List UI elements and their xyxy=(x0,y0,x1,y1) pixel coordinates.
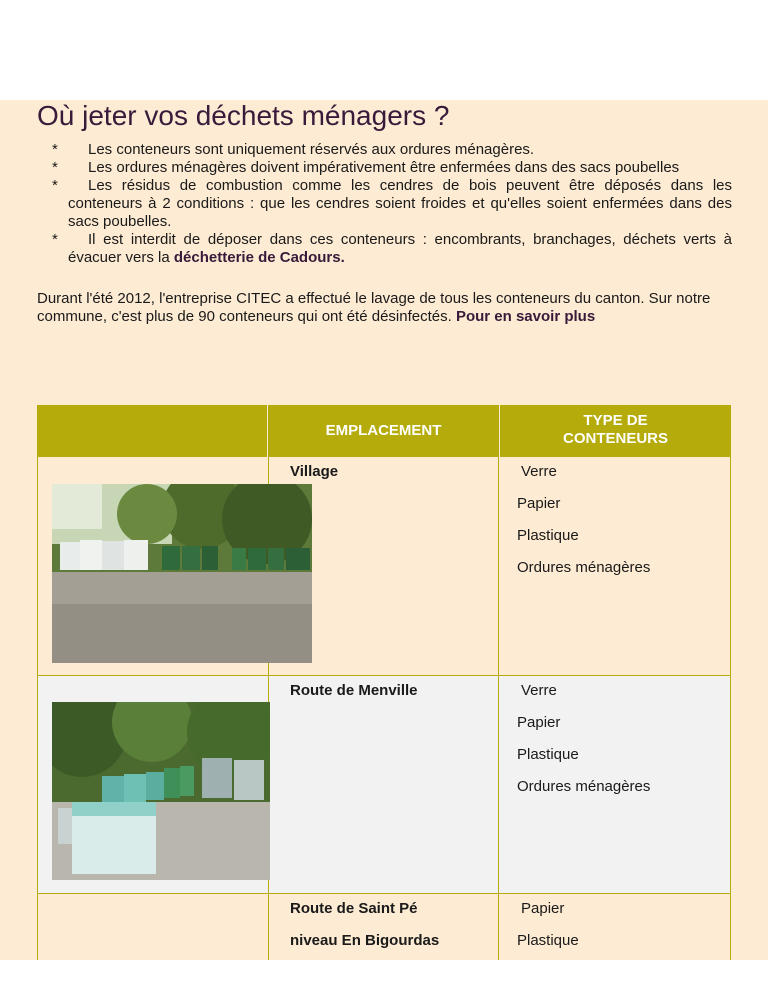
bullet-star: * xyxy=(52,177,58,194)
list-item xyxy=(52,141,732,159)
bullet-star: * xyxy=(52,231,58,248)
bullet-star: * xyxy=(52,159,58,176)
container-type: Papier xyxy=(517,495,561,512)
list-item-text: Il est interdit de déposer dans ces conteneurs : encombrants, branchages, déchets verts à évacuer vers la xyxy=(68,231,732,266)
table-header xyxy=(37,405,731,457)
list-item xyxy=(52,159,732,177)
paragraph-text: Durant l'été 2012, l'entreprise CITEC a effectué le lavage de tous les conteneurs du canton. Sur notre commune, c'est plus de 90 conteneurs qui ont été désinfectés. xyxy=(37,290,711,325)
table-row xyxy=(37,457,731,675)
container-type: Papier xyxy=(521,900,565,917)
container-type: Verre xyxy=(521,463,557,480)
container-type: Verre xyxy=(521,682,557,699)
list-item-text: Les ordures ménagères doivent impérativement être enfermées dans des sacs poubelles xyxy=(88,159,680,176)
container-type: Plastique xyxy=(517,527,579,544)
page-title: Où jeter vos déchets ménagers ? xyxy=(37,100,450,131)
bullet-star: * xyxy=(52,141,58,158)
page-content xyxy=(0,100,768,960)
list-item-text: Les résidus de combustion comme les cendres de bois peuvent être déposés dans les conteneurs à 2 conditions : que les cendres soient froides et qu'elles soient enfermées dans des sacs poubelles. xyxy=(68,177,732,230)
location-label: Route de Saint Pé xyxy=(290,900,418,917)
location-label: Route de Menville xyxy=(290,682,418,699)
village-containers-photo xyxy=(52,484,312,663)
learn-more-link[interactable]: Pour en savoir plus xyxy=(455,308,596,325)
table-row xyxy=(37,675,731,893)
column-header-location: EMPLACEMENT xyxy=(325,422,442,439)
menville-containers-photo xyxy=(52,702,270,880)
info-paragraph xyxy=(37,290,727,326)
table-row xyxy=(37,893,731,960)
location-label: Village xyxy=(290,463,339,480)
container-type: Plastique xyxy=(517,746,579,763)
list-item-text: Les conteneurs sont uniquement réservés aux ordures ménagères. xyxy=(88,141,535,158)
container-type: Ordures ménagères xyxy=(517,559,651,576)
list-item xyxy=(52,177,732,231)
rules-list xyxy=(52,141,732,267)
dechetterie-link[interactable]: déchetterie de Cadours. xyxy=(173,249,345,266)
container-type: Ordures ménagères xyxy=(517,778,651,795)
location-label-secondary: niveau En Bigourdas xyxy=(290,932,440,949)
list-item xyxy=(52,231,732,267)
container-type: Plastique xyxy=(517,932,579,949)
column-header-type: TYPE DE CONTENEURS xyxy=(562,412,668,447)
container-type: Papier xyxy=(517,714,561,731)
